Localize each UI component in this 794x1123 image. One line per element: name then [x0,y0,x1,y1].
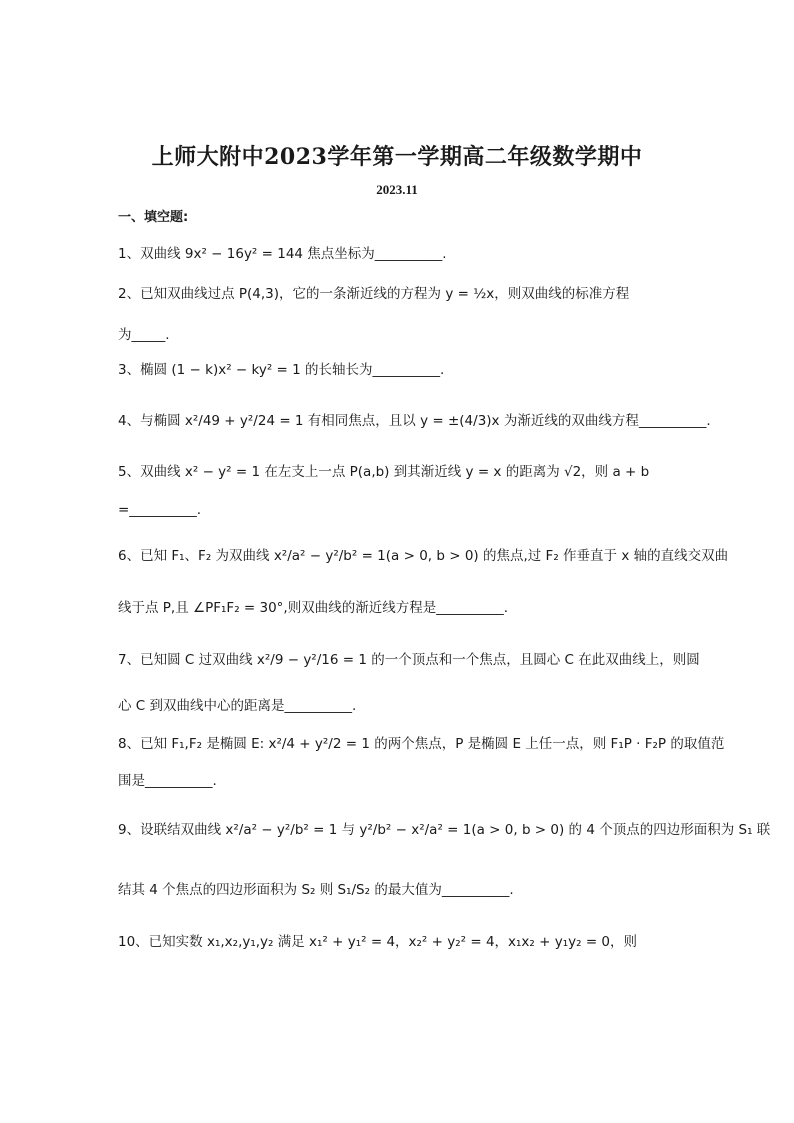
question-9-line-2: 结其 4 个焦点的四边形面积为 S₂ 则 S₁/S₂ 的最大值为__________. [118,882,514,898]
question-6-line-1: 6、已知 F₁、F₂ 为双曲线 x²/a² − y²/b² = 1(a > 0, b > 0) 的焦点,过 F₂ 作垂直于 x 轴的直线交双曲 [118,548,729,564]
question-3-line-1: 3、椭圆 (1 − k)x² − ky² = 1 的长轴长为__________. [118,362,445,378]
question-8-line-2: 围是__________. [118,773,217,789]
question-9-line-1: 9、设联结双曲线 x²/a² − y²/b² = 1 与 y²/b² − x²/a² = 1(a > 0, b > 0) 的 4 个顶点的四边形面积为 S₁ 联 [118,822,771,838]
question-7-line-2: 心 C 到双曲线中心的距离是__________. [118,698,357,714]
question-10-line-1: 10、已知实数 x₁,x₂,y₁,y₂ 满足 x₁² + y₁² = 4，x₂² + y₂² = 4，x₁x₂ + y₁y₂ = 0，则 [118,934,638,950]
exam-title: 上师大附中2023学年第一学期高二年级数学期中 [151,144,643,170]
question-8-line-1: 8、已知 F₁,F₂ 是椭圆 E: x²/4 + y²/2 = 1 的两个焦点，P 是椭圆 E 上任一点，则 F₁P · F₂P 的取值范 [118,736,725,752]
question-2-line-1: 2、已知双曲线过点 P(4,3)，它的一条渐近线的方程为 y = ½x，则双曲线的标准方程 [118,286,630,302]
question-2-line-2: 为_____. [118,327,170,343]
question-1-line-1: 1、双曲线 9x² − 16y² = 144 焦点坐标为__________. [118,246,447,262]
question-7-line-1: 7、已知圆 C 过双曲线 x²/9 − y²/16 = 1 的一个顶点和一个焦点，且圆心 C 在此双曲线上，则圆 [118,652,700,668]
section-heading: 一、填空题: [118,210,189,225]
question-5-line-1: 5、双曲线 x² − y² = 1 在左支上一点 P(a,b) 到其渐近线 y = x 的距离为 √2，则 a + b [118,464,650,480]
question-4-line-1: 4、与椭圆 x²/49 + y²/24 = 1 有相同焦点，且以 y = ±(4/3)x 为渐近线的双曲线方程__________. [118,413,711,429]
exam-date: 2023.11 [376,182,418,197]
question-5-line-2: =__________. [118,502,202,518]
question-6-line-2: 线于点 P,且 ∠PF₁F₂ = 30°,则双曲线的渐近线方程是__________. [118,600,509,616]
